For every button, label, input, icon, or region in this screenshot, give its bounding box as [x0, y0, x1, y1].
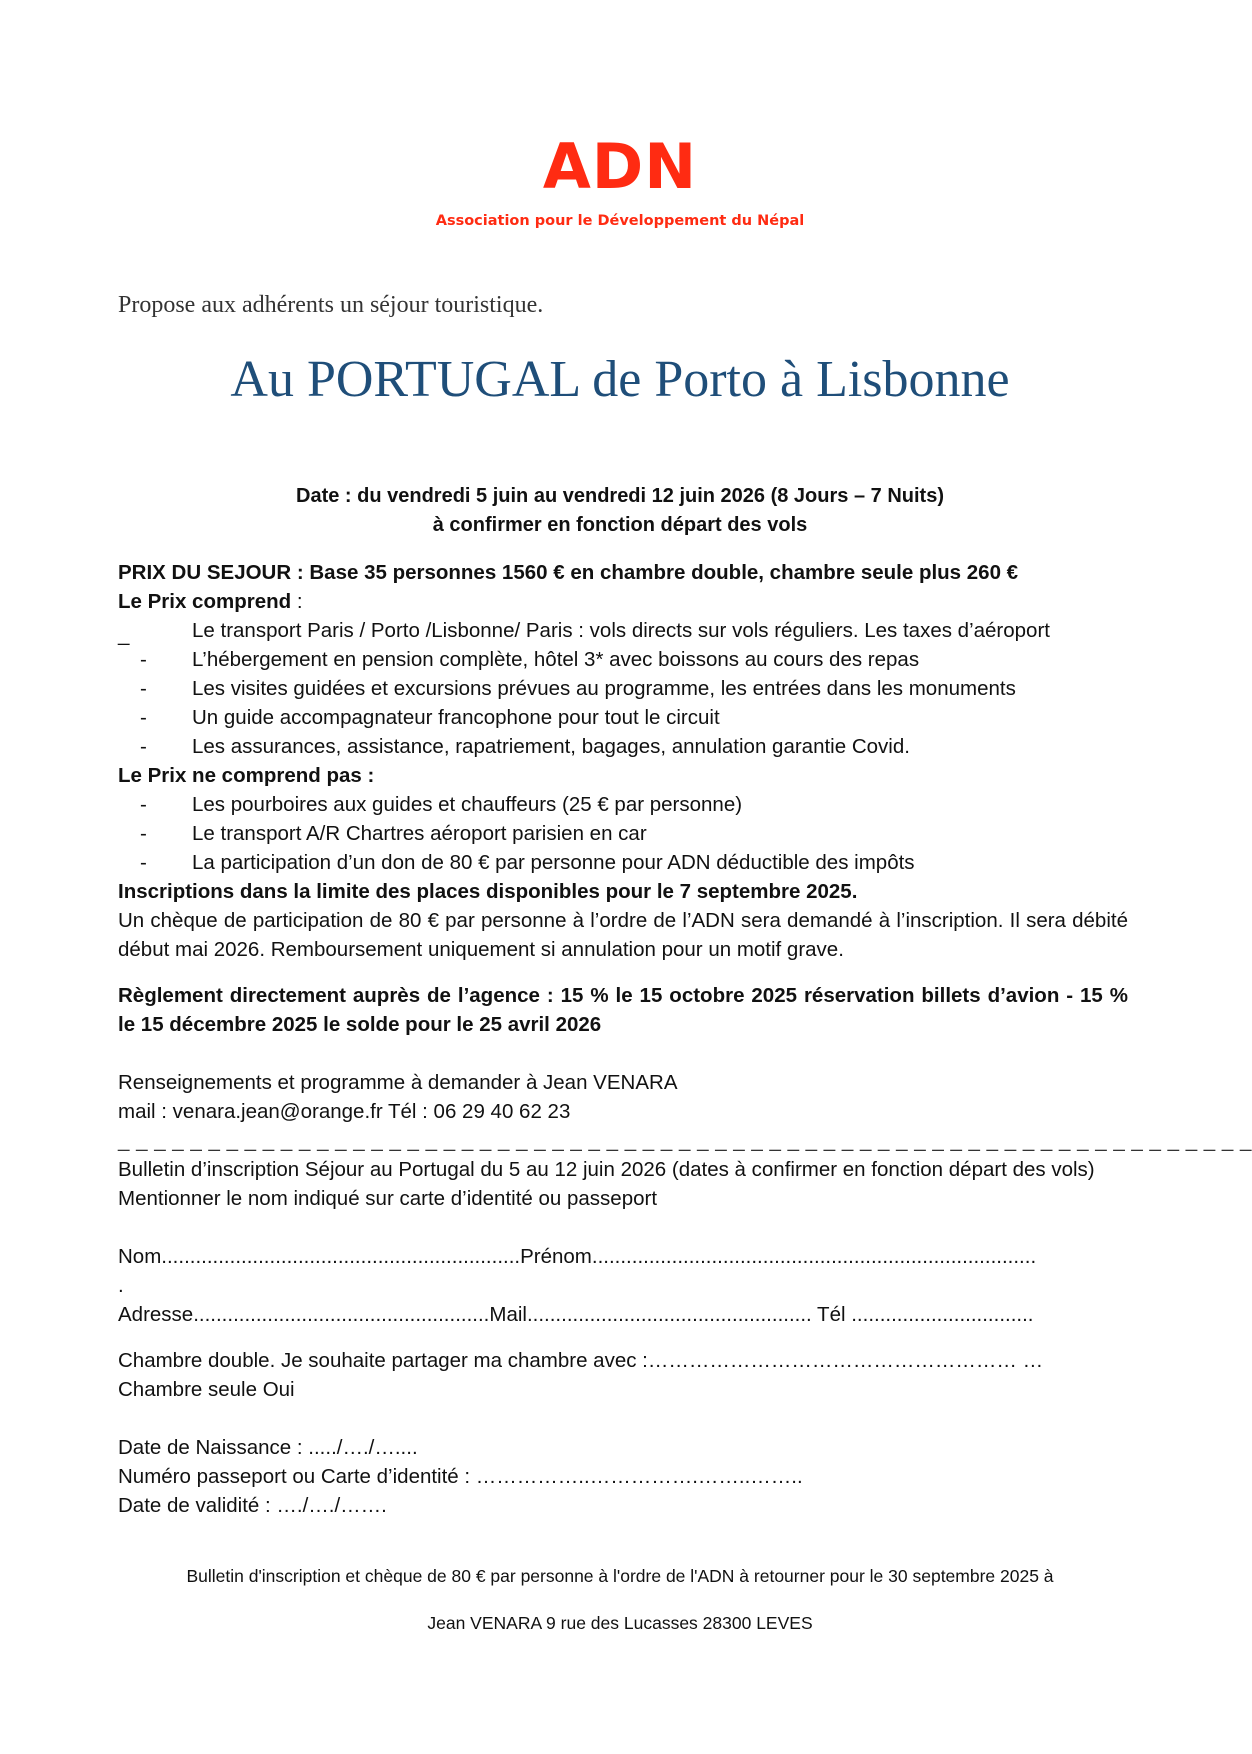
includes-heading-colon: : — [291, 590, 303, 613]
spacer — [118, 964, 1128, 981]
list-item-text: Les assurances, assistance, rapatriement, bagages, annulation garantie Covid. — [192, 735, 910, 758]
list-item-text: Les pourboires aux guides et chauffeurs (25 € par personne) — [192, 793, 743, 816]
body-text — [118, 558, 1252, 1520]
list-item — [118, 645, 1128, 674]
excludes-heading: Le Prix ne comprend pas : — [118, 764, 375, 787]
footer-return-note: Bulletin d'inscription et chèque de 80 € par personne à l'ordre de l'ADN à retourner pour le 30 septembre 2025 à — [186, 1566, 1054, 1586]
list-item-text: La participation d’un don de 80 € par personne pour ADN déductible des impôts — [192, 851, 915, 874]
underscore-bullet: _ — [118, 623, 130, 646]
logo-subtitle: Association pour le Développement du Népal — [435, 213, 805, 229]
list-item — [118, 616, 1128, 645]
intro-text: Propose aux adhérents un séjour touristique. — [118, 292, 544, 318]
list-item — [118, 674, 1128, 703]
logo-mark: ADN — [542, 130, 698, 203]
dash-bullet: - — [140, 735, 147, 758]
list-item-text: Les visites guidées et excursions prévues au programme, les entrées dans les monuments — [192, 677, 1016, 700]
dash-bullet: - — [140, 677, 147, 700]
dash-bullet: - — [140, 706, 147, 729]
dash-bullet: - — [140, 648, 147, 671]
cut-separator: _ _ _ _ _ _ _ _ _ _ _ _ _ _ _ _ _ _ _ _ _ _ _ _ _ _ _ _ _ _ _ _ _ _ _ _ _ _ _ _ _ _ _ _ _ _ _ _ _ _ _ _ _ _ _ _ _ _ _ _ _ _ _ — [118, 1129, 1252, 1152]
chambre-seule-field[interactable]: Chambre seule Oui — [118, 1378, 295, 1401]
nom-prenom-field[interactable]: Nom...............................................................Prénom.............................................................................. — [118, 1245, 1037, 1268]
date-block — [0, 482, 1240, 540]
includes-list — [118, 616, 1128, 761]
payment-terms: Règlement directement auprès de l’agence : 15 % le 15 octobre 2025 réservation billets d’avion - 15 % le 15 décembre 2025 le solde pour le 25 avril 2026 — [118, 984, 1128, 1036]
list-item — [118, 703, 1128, 732]
list-item — [118, 819, 1128, 848]
dash-bullet: - — [140, 793, 147, 816]
page-title: Au PORTUGAL de Porto à Lisbonne — [230, 351, 1010, 408]
list-item-text: Un guide accompagnateur francophone pour tout le circuit — [192, 706, 720, 729]
registration-deadline: Inscriptions dans la limite des places disponibles pour le 7 septembre 2025. — [118, 880, 858, 903]
date-naissance-field[interactable]: Date de Naissance : ...../…./….... — [118, 1436, 418, 1459]
includes-heading — [118, 587, 1128, 616]
contact-line: Renseignements et programme à demander à Jean VENARA — [118, 1071, 678, 1094]
chambre-double-field[interactable]: Chambre double. Je souhaite partager ma chambre avec :……………………………………………… … — [118, 1349, 1044, 1372]
footer-address: Jean VENARA 9 rue des Lucasses 28300 LEVES — [427, 1613, 813, 1633]
excludes-list — [118, 790, 1128, 877]
date-note: à confirmer en fonction départ des vols — [432, 514, 808, 536]
adresse-mail-tel-field[interactable]: Adresse....................................................Mail.................................................. Tél ................................ — [118, 1303, 1034, 1326]
list-item-text: L’hébergement en pension complète, hôtel 3* avec boissons au cours des repas — [192, 648, 920, 671]
adn-logo — [0, 132, 1240, 229]
spacer — [118, 1039, 1128, 1068]
spacer — [118, 1213, 1128, 1242]
list-item-text: Le transport Paris / Porto /Lisbonne/ Paris : vols directs sur vols réguliers. Les taxes d’aéroport — [192, 619, 1050, 642]
form-title: Bulletin d’inscription Séjour au Portugal du 5 au 12 juin 2026 (dates à confirmer en fonction départ des vols) — [118, 1158, 1095, 1181]
dot-line: . — [118, 1274, 124, 1297]
spacer — [118, 1404, 1128, 1433]
list-item — [118, 848, 1128, 877]
price-line: PRIX DU SEJOUR : Base 35 personnes 1560 € en chambre double, chambre seule plus 260 € — [118, 561, 1019, 584]
registration-cheque: Un chèque de participation de 80 € par personne à l’ordre de l’ADN sera demandé à l’inscription. Il sera débité début mai 2026. Remboursement uniquement si annulation pour un motif grave. — [118, 909, 1128, 961]
date-validite-field[interactable]: Date de validité : …./…./……. — [118, 1494, 387, 1517]
dash-bullet: - — [140, 851, 147, 874]
passeport-field[interactable]: Numéro passeport ou Carte d’identité : ……………..…………….……..…….. — [118, 1465, 803, 1488]
spacer — [118, 1329, 1128, 1346]
date-line: Date : du vendredi 5 juin au vendredi 12 juin 2026 (8 Jours – 7 Nuits) — [296, 485, 944, 507]
list-item — [118, 732, 1128, 761]
form-note: Mentionner le nom indiqué sur carte d’identité ou passeport — [118, 1187, 658, 1210]
list-item — [118, 790, 1128, 819]
contact-mail: mail : venara.jean@orange.fr Tél : 06 29 40 62 23 — [118, 1100, 571, 1123]
includes-heading-label: Le Prix comprend — [118, 590, 292, 613]
dash-bullet: - — [140, 822, 147, 845]
list-item-text: Le transport A/R Chartres aéroport parisien en car — [192, 822, 647, 845]
